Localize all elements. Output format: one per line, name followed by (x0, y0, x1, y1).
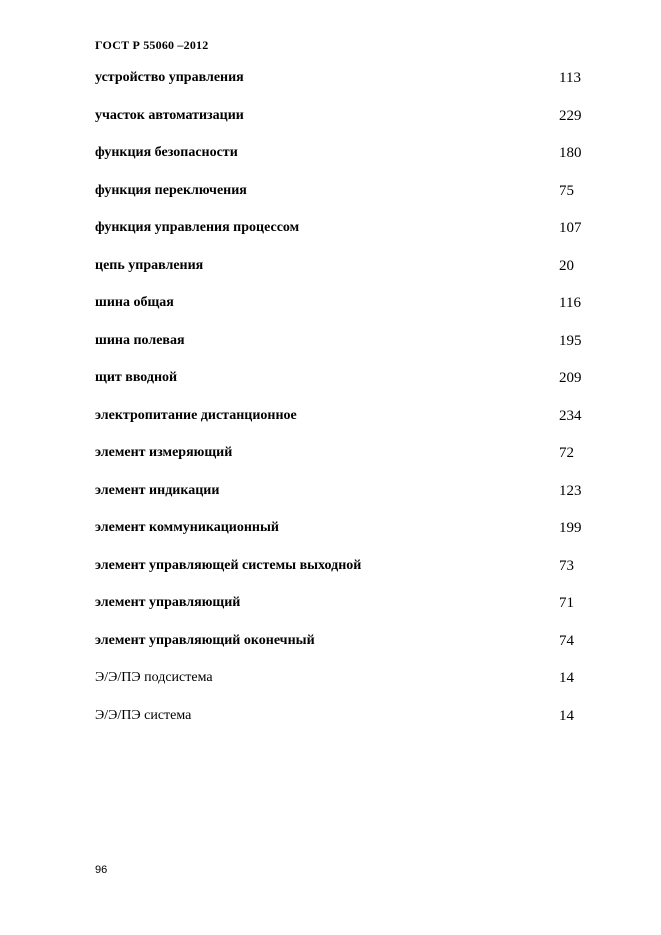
index-page-ref: 180 (559, 145, 582, 161)
document-header: ГОСТ Р 55060 –2012 (95, 38, 209, 52)
index-term: устройство управления (95, 70, 244, 85)
index-page-ref: 107 (559, 220, 582, 236)
index-term: цепь управления (95, 257, 204, 273)
index-term: элемент коммуникационный (95, 520, 279, 535)
index-term: щит вводной (95, 370, 178, 385)
index-entry (95, 256, 595, 294)
index-term: элемент измеряющий (95, 445, 233, 460)
index-page-ref: 20 (559, 257, 574, 274)
index-page-ref: 14 (559, 670, 574, 686)
index-term: функция безопасности (95, 145, 238, 160)
index-entry (95, 443, 595, 481)
index-entry (95, 106, 595, 144)
index-entry (95, 143, 595, 181)
index-term: функция управления процессом (95, 220, 300, 235)
index-entry (95, 331, 595, 369)
index-term: шина полевая (95, 332, 185, 348)
index-page-ref: 73 (559, 557, 574, 574)
index-term: участок автоматизации (95, 107, 244, 123)
index-page-ref: 199 (559, 520, 582, 536)
index-term: Э/Э/ПЭ подсистема (95, 670, 213, 685)
index-entry (95, 668, 595, 706)
index-entry (95, 181, 595, 219)
index-page-ref: 234 (559, 407, 582, 424)
index-entry (95, 631, 595, 669)
page-number: 96 (95, 864, 108, 876)
index-entry (95, 481, 595, 519)
index-page-ref: 71 (559, 595, 574, 611)
index-page-ref: 229 (559, 107, 582, 124)
index-page-ref: 116 (559, 295, 581, 311)
index-term: элемент индикации (95, 482, 220, 498)
index-entry (95, 706, 595, 744)
index-page-ref: 75 (559, 182, 574, 199)
subject-index (95, 68, 595, 743)
index-entry (95, 293, 595, 331)
index-page-ref: 123 (559, 482, 582, 499)
index-term: электропитание дистанционное (95, 407, 297, 423)
index-page-ref: 74 (559, 632, 574, 649)
index-page-ref: 72 (559, 445, 574, 461)
index-term: Э/Э/ПЭ система (95, 707, 192, 723)
index-entry (95, 593, 595, 631)
index-term: шина общая (95, 295, 174, 310)
index-page-ref: 14 (559, 707, 574, 724)
index-entry (95, 68, 595, 106)
index-page-ref: 195 (559, 332, 582, 349)
index-page-ref: 209 (559, 370, 582, 386)
index-term: элемент управляющий (95, 595, 241, 610)
index-entry (95, 556, 595, 594)
index-entry (95, 406, 595, 444)
index-term: элемент управляющей системы выходной (95, 557, 362, 573)
index-entry (95, 218, 595, 256)
index-page-ref: 113 (559, 70, 581, 86)
index-entry (95, 368, 595, 406)
index-entry (95, 518, 595, 556)
index-term: функция переключения (95, 182, 247, 198)
index-term: элемент управляющий оконечный (95, 632, 315, 648)
